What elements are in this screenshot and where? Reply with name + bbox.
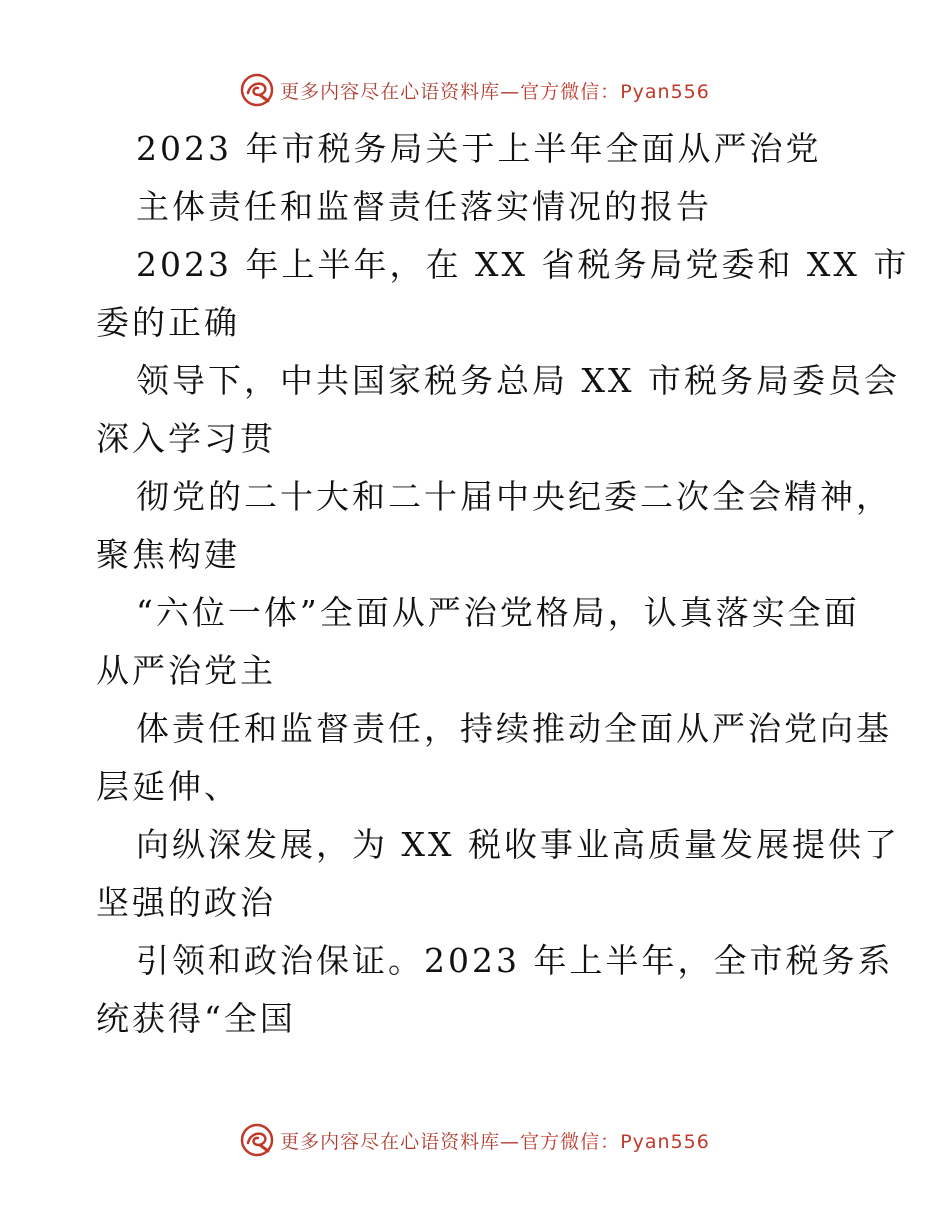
- swirl-seal-logo-icon: [240, 1123, 274, 1157]
- watermark-brand: 更多内容尽在心语资料库: [280, 80, 501, 103]
- document-line: 统获得“全国: [96, 999, 296, 1038]
- watermark-wechat-id: Pyan556: [620, 1130, 710, 1153]
- watermark-text: [280, 77, 710, 104]
- document-line: 彻党的二十大和二十届中央纪委二次全会精神，: [136, 477, 892, 516]
- watermark-separator: —: [500, 80, 521, 103]
- watermark-separator: —: [500, 1130, 521, 1153]
- document-line: 委的正确: [96, 303, 240, 342]
- watermark-text: [280, 1127, 710, 1154]
- swirl-seal-logo-icon: [240, 73, 274, 107]
- header-watermark: [0, 70, 950, 110]
- document-line: 深入学习贯: [96, 419, 276, 458]
- document-line: 从严治党主: [96, 651, 276, 690]
- watermark-wechat-label: 官方微信：: [520, 1130, 621, 1153]
- document-line: 体责任和监督责任，持续推动全面从严治党向基: [136, 709, 892, 748]
- document-line: “六位一体”全面从严治党格局，认真落实全面: [136, 593, 860, 632]
- watermark-wechat-label: 官方微信：: [520, 80, 621, 103]
- watermark-brand: 更多内容尽在心语资料库: [280, 1130, 501, 1153]
- watermark-wechat-id: Pyan556: [620, 80, 710, 103]
- document-line: 主体责任和监督责任落实情况的报告: [136, 187, 712, 226]
- document-line: 坚强的政治: [96, 883, 276, 922]
- document-line: 层延伸、: [96, 767, 240, 806]
- document-line: 引领和政治保证。2023 年上半年，全市税务系: [136, 941, 894, 980]
- document-body: [96, 120, 910, 1048]
- document-line: 聚焦构建: [96, 535, 240, 574]
- document-line: 2023 年上半年，在 XX 省税务局党委和 XX 市: [136, 245, 910, 284]
- document-line: 领导下，中共国家税务总局 XX 市税务局委员会: [136, 361, 900, 400]
- document-line: 2023 年市税务局关于上半年全面从严治党: [136, 129, 822, 168]
- document-line: 向纵深发展，为 XX 税收事业高质量发展提供了: [136, 825, 900, 864]
- footer-watermark: [0, 1120, 950, 1160]
